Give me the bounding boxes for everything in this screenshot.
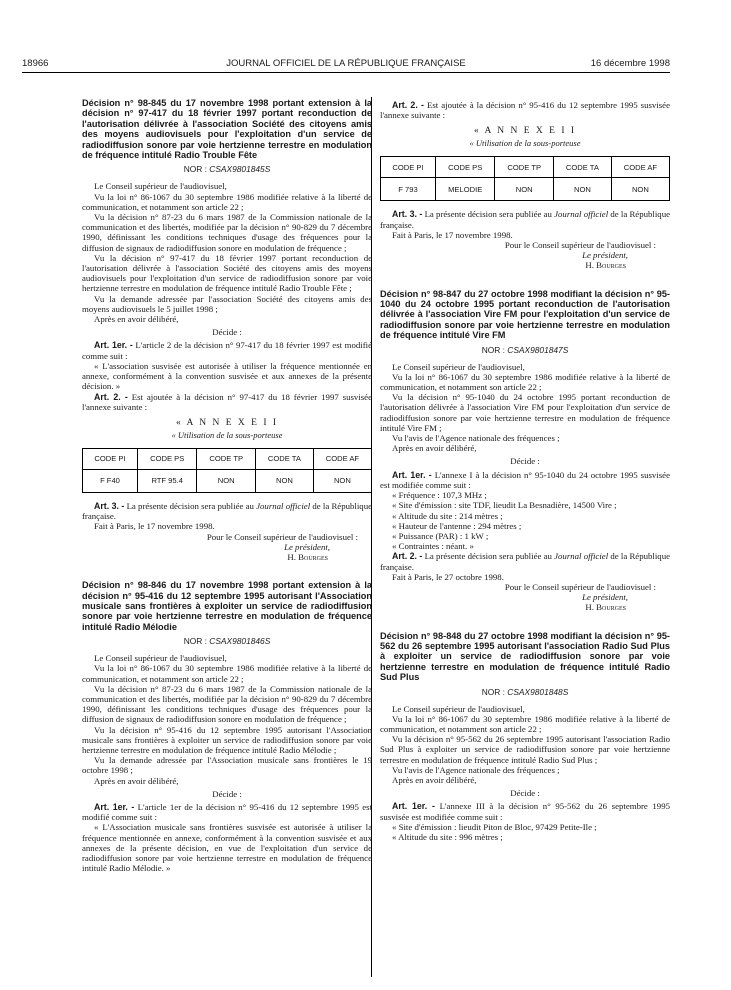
nor-reference: NOR : CSAX9801846S — [183, 636, 271, 647]
decision-heading: Décision n° 98-847 du 27 octobre 1998 modifiant la décision n° 95-1040 du 24 octobre 1995 portant reconduction de l'autorisation délivrée à l'association Vire FM pour l'exploitation d'un service de radiodiffusion sonore par voie hertzienne terrestre en modulation de fréquence intitulé Vire FM — [380, 288, 670, 341]
list-item: « Site d'émission : lieudit Piton de Bloc, 97429 Petite-Ile ; — [392, 821, 597, 832]
place-date: Fait à Paris, le 17 novembre 1998. — [392, 229, 513, 240]
table-cell: RTF 95.4 — [137, 469, 196, 492]
paragraph: Vu la demande adressée par l'Association musicale sans frontières le 19 octobre 1998 ; — [82, 755, 372, 776]
paragraph: Vu la décision n° 87-23 du 6 mars 1987 de la Commission nationale de la communication et des libertés, modifiée par la décision n° 90-829 du 7 décembre 1990, définissant les conditions techniques d'usage des fréquences pour la diffusion de signaux de radiodiffusion sonore en modulation de fréquence ; — [82, 212, 372, 253]
paragraph: Vu l'avis de l'Agence nationale des fréquences ; — [392, 433, 560, 444]
article-1: Art. 1er. - L'article 2 de la décision n° 97-417 du 18 février 1997 est modifié comme suit : — [82, 340, 372, 361]
column-header: CODE PI — [83, 448, 138, 469]
decide-label: Décide : — [212, 788, 242, 799]
table-header-row — [83, 448, 372, 469]
paragraph: Vu la décision n° 97-417 du 18 février 1997 portant reconduction de l'autorisation délivrée à l'association Société des citoyens amis des moyens audiovisuels pour l'exploitation d'un service de radiodiffusion sonore par voie hertzienne terrestre en modulation de fréquence intitulé Radio Trouble Fête ; — [82, 252, 372, 294]
article-1: Art. 1er. - L'annexe III à la décision n° 95-562 du 26 septembre 1995 susvisée est modifiée comme suit : — [380, 801, 670, 822]
column-header: CODE AF — [313, 448, 371, 469]
table-cell: MELODIE — [435, 178, 494, 201]
paragraph: Vu la loi n° 86-1067 du 30 septembre 1986 modifiée relative à la liberté de communication, et notamment son article 22 ; — [82, 663, 372, 684]
decide-label: Décide : — [510, 456, 540, 467]
article-3: Art. 3. - La présente décision sera publiée au Journal officiel de la République française. — [380, 209, 670, 230]
article-2: Art. 2. - La présente décision sera publiée au Journal officiel de la République française. — [380, 551, 670, 572]
paragraph: Le Conseil supérieur de l'audiovisuel, — [392, 703, 525, 714]
article-2: Art. 2. - Est ajoutée à la décision n° 95-416 du 12 septembre 1995 susvisée l'annexe suivante : — [380, 100, 670, 121]
paragraph: Vu la loi n° 86-1067 du 30 septembre 1986 modifiée relative à la liberté de communication, et notamment son article 22 ; — [82, 191, 372, 212]
subcarrier-table — [82, 448, 372, 493]
decision-98-847 — [380, 289, 670, 613]
paragraph: Vu la demande adressée par l'association Société des citoyens amis des moyens audiovisuels le 5 juillet 1998 ; — [82, 293, 372, 314]
page-number: 18966 — [22, 58, 49, 69]
column-header: CODE PS — [137, 448, 196, 469]
table-cell: NON — [495, 178, 554, 201]
header-rule — [22, 72, 670, 73]
article-1: Art. 1er. - L'article 1er de la décision n° 95-416 du 12 septembre 1995 est modifié comme suit : — [82, 802, 373, 823]
paragraph: Vu l'avis de l'Agence nationale des fréquences ; — [392, 764, 560, 775]
column-header: CODE TP — [495, 157, 554, 178]
paragraph: Après en avoir délibéré, — [392, 443, 477, 454]
decision-98-846-continued — [380, 100, 670, 271]
paragraph: Vu la loi n° 86-1067 du 30 septembre 1986 modifiée relative à la liberté de communication, et notamment son article 22 ; — [380, 713, 670, 734]
annexe-subtitle: « Utilisation de la sous-porteuse — [171, 429, 283, 440]
decision-heading: Décision n° 98-846 du 17 novembre 1998 portant extension à la décision n° 95-416 du 12 septembre 1995 autorisant l'Association musicale sans frontières à exploiter un service de radiodiffusion sonore par voie hertzienne terrestre en modulation de fréquence intitulé Radio Mélodie — [82, 580, 372, 632]
decision-98-848 — [380, 631, 670, 843]
paragraph: Après en avoir délibéré, — [392, 774, 477, 785]
signature-block: Pour le Conseil supérieur de l'audiovisuel : Le président, H. Bourges — [504, 240, 656, 271]
table-header-row — [381, 157, 670, 178]
page-header — [22, 58, 670, 72]
nor-reference: NOR : CSAX9801848S — [481, 686, 569, 697]
list-item: « Hauteur de l'antenne : 294 mètres ; — [392, 520, 522, 531]
article-quote: « L'Association musicale sans frontières susvisée est autorisée à utiliser la fréquence mentionnée en annexe, conformément à la convention susvisée et aux annexes de la présente décision, en vue de l'exploitation d'un service de radiodiffusion sonore par voie hertzienne terrestre en modulation de fréquence intitulé Radio Mélodie. » — [82, 822, 372, 874]
paragraph: Après en avoir délibéré, — [94, 314, 179, 325]
paragraph: Vu la décision n° 95-1040 du 24 octobre 1995 portant reconduction de l'autorisation délivrée à l'association Vire FM pour l'exploitation d'un service de radiodiffusion sonore par voie hertzienne terrestre en modulation de fréquence intitulé Vire FM ; — [380, 392, 670, 433]
decision-98-845 — [82, 98, 372, 562]
decision-98-846 — [82, 580, 372, 873]
list-item: « Altitude du site : 996 mètres ; — [392, 832, 503, 842]
table-cell: F F40 — [83, 469, 138, 492]
spacer — [380, 271, 670, 289]
table-cell: NON — [554, 178, 612, 201]
list-item: « Puissance (PAR) : 1 kW ; — [392, 530, 489, 541]
table-cell: NON — [313, 469, 371, 492]
decide-label: Décide : — [212, 327, 242, 338]
table-row — [83, 469, 372, 492]
article-2: Art. 2. - Est ajoutée à la décision n° 97-417 du 18 février 1997 susvisée l'annexe suivante : — [82, 391, 372, 412]
article-quote: « L'association susvisée est autorisée à utiliser la fréquence mentionnée en annexe, conformément à la convention susvisée et aux annexes de la présente décision. » — [82, 360, 372, 392]
journal-title: JOURNAL OFFICIEL DE LA RÉPUBLIQUE FRANÇAISE — [226, 58, 466, 69]
table-cell: NON — [611, 178, 669, 201]
list-item: « Altitude du site : 214 mètres ; — [392, 510, 503, 521]
column-header: CODE PI — [381, 157, 436, 178]
paragraph: Vu la loi n° 86-1067 du 30 septembre 1986 modifiée relative à la liberté de communication, et notamment son article 22 ; — [380, 371, 670, 393]
decision-heading: Décision n° 98-845 du 17 novembre 1998 portant extension à la décision n° 97-417 du 18 février 1997 portant reconduction de l'autorisation délivrée à l'association Société des citoyens amis des moyens audiovisuels pour l'exploitation d'un service de radiodiffusion sonore par voie hertzienne terrestre en modulation de fréquence intitulé Radio Trouble Fête — [82, 98, 372, 161]
annexe-title: « A N N E X E I I — [473, 126, 577, 137]
spacer — [380, 613, 670, 631]
annexe-title: « A N N E X E I I — [175, 417, 279, 428]
issue-date: 16 décembre 1998 — [590, 58, 670, 69]
decide-label: Décide : — [510, 788, 540, 799]
paragraph: Vu la décision n° 87-23 du 6 mars 1987 de la Commission nationale de la communication et des libertés, modifiée par la décision n° 90-829 du 7 décembre 1990, définissant les conditions techniques d'usage des fréquences pour la diffusion de signaux de radiodiffusion sonore en modulation de fréquence ; — [82, 683, 372, 725]
paragraph: Après en avoir délibéré, — [94, 775, 179, 786]
paragraph: Vu la décision n° 95-562 du 26 septembre 1995 autorisant l'association Radio Sud Plus à exploiter un service de radiodiffusion sonore par voie hertzienne terrestre en modulation de fréquence intitulé Radio Sud Plus ; — [380, 734, 670, 765]
signature-block: Pour le Conseil supérieur de l'audiovisuel : Le président, H. Bourges — [504, 581, 656, 613]
column-header: CODE PS — [435, 157, 494, 178]
column-header: CODE TA — [256, 448, 314, 469]
list-item: « Contraintes : néant. » — [392, 541, 474, 552]
spacer — [82, 562, 372, 580]
article-1: Art. 1er. - L'annexe I à la décision n° 95-1040 du 24 octobre 1995 susvisée est modifiée comme suit : — [380, 469, 670, 490]
paragraph: Le Conseil supérieur de l'audiovisuel, — [94, 653, 227, 664]
column-header: CODE TA — [554, 157, 612, 178]
signature-block: Pour le Conseil supérieur de l'audiovisuel : Le président, H. Bourges — [206, 531, 358, 562]
paragraph: Vu la décision n° 95-416 du 12 septembre 1995 autorisant l'Association musicale sans frontières à exploiter un service de radiodiffusion sonore par voie hertzienne terrestre en modulation de fréquence intitulé Radio Mélodie ; — [82, 724, 372, 755]
right-column — [380, 100, 670, 842]
list-item: « Site d'émission : site TDF, lieudit La Besnadière, 14500 Vire ; — [392, 500, 617, 511]
column-header: CODE TP — [197, 448, 256, 469]
table-cell: NON — [197, 469, 256, 492]
table-cell: NON — [256, 469, 314, 492]
column-header: CODE AF — [611, 157, 669, 178]
article-3: Art. 3. - La présente décision sera publiée au Journal officiel de la République française. — [82, 500, 372, 522]
left-column — [82, 98, 372, 873]
paragraph: Le Conseil supérieur de l'audiovisuel, — [392, 361, 525, 372]
annexe-subtitle: « Utilisation de la sous-porteuse — [469, 138, 581, 149]
decision-heading: Décision n° 98-848 du 27 octobre 1998 modifiant la décision n° 95-562 du 26 septembre 1995 autorisant l'association Radio Sud Plus à exploiter un service de radiodiffusion sonore par voie hertzienne terrestre en modulation de fréquence intitulé Radio Sud Plus — [380, 630, 670, 683]
table-cell: F 793 — [381, 178, 436, 201]
table-row — [381, 178, 670, 201]
list-item: « Fréquence : 107,3 MHz ; — [392, 490, 487, 501]
place-date: Fait à Paris, le 17 novembre 1998. — [94, 521, 215, 532]
paragraph: Le Conseil supérieur de l'audiovisuel, — [94, 181, 227, 192]
subcarrier-table — [380, 156, 670, 201]
place-date: Fait à Paris, le 27 octobre 1998. — [392, 571, 504, 582]
nor-reference: NOR : CSAX9801847S — [481, 344, 569, 355]
nor-reference: NOR : CSAX9801845S — [183, 164, 271, 175]
